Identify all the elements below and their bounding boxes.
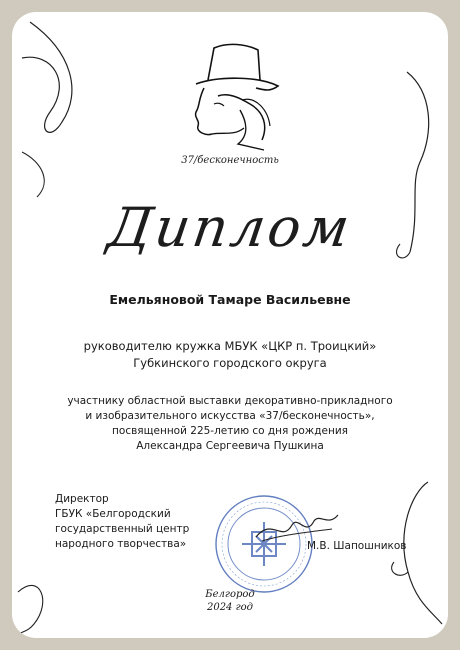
- description-line: участнику областной выставки декоративно-прикладного: [67, 395, 393, 407]
- place-text: Белгород: [205, 589, 255, 600]
- year-text: 2024 год: [206, 602, 254, 613]
- place-and-year: [0, 588, 460, 614]
- director-line: ГБУК «Белгородский: [55, 508, 171, 520]
- award-description: [40, 394, 420, 454]
- director-line: Директор: [55, 493, 109, 505]
- portrait-sketch-icon: [178, 40, 288, 160]
- signer-name: М.В. Шапошников: [307, 540, 407, 552]
- role-line: руководителю кружка МБУК «ЦКР п. Троицкий»: [83, 339, 377, 353]
- role-line: Губкинского городского округа: [133, 356, 327, 370]
- motto-text: 37/бесконечность: [181, 155, 279, 166]
- diploma-title: Диплом: [104, 196, 356, 259]
- director-block: [55, 492, 255, 552]
- description-line: посвященной 225-летию со дня рождения: [112, 425, 348, 437]
- recipient-role: [60, 338, 400, 372]
- director-line: государственный центр: [55, 523, 190, 535]
- description-line: Александра Сергеевича Пушкина: [136, 440, 324, 452]
- director-line: народного творчества»: [55, 538, 187, 550]
- description-line: и изобразительного искусства «37/бесконечность»,: [85, 410, 375, 422]
- recipient-name: Емельяновой Тамаре Васильевне: [109, 292, 351, 307]
